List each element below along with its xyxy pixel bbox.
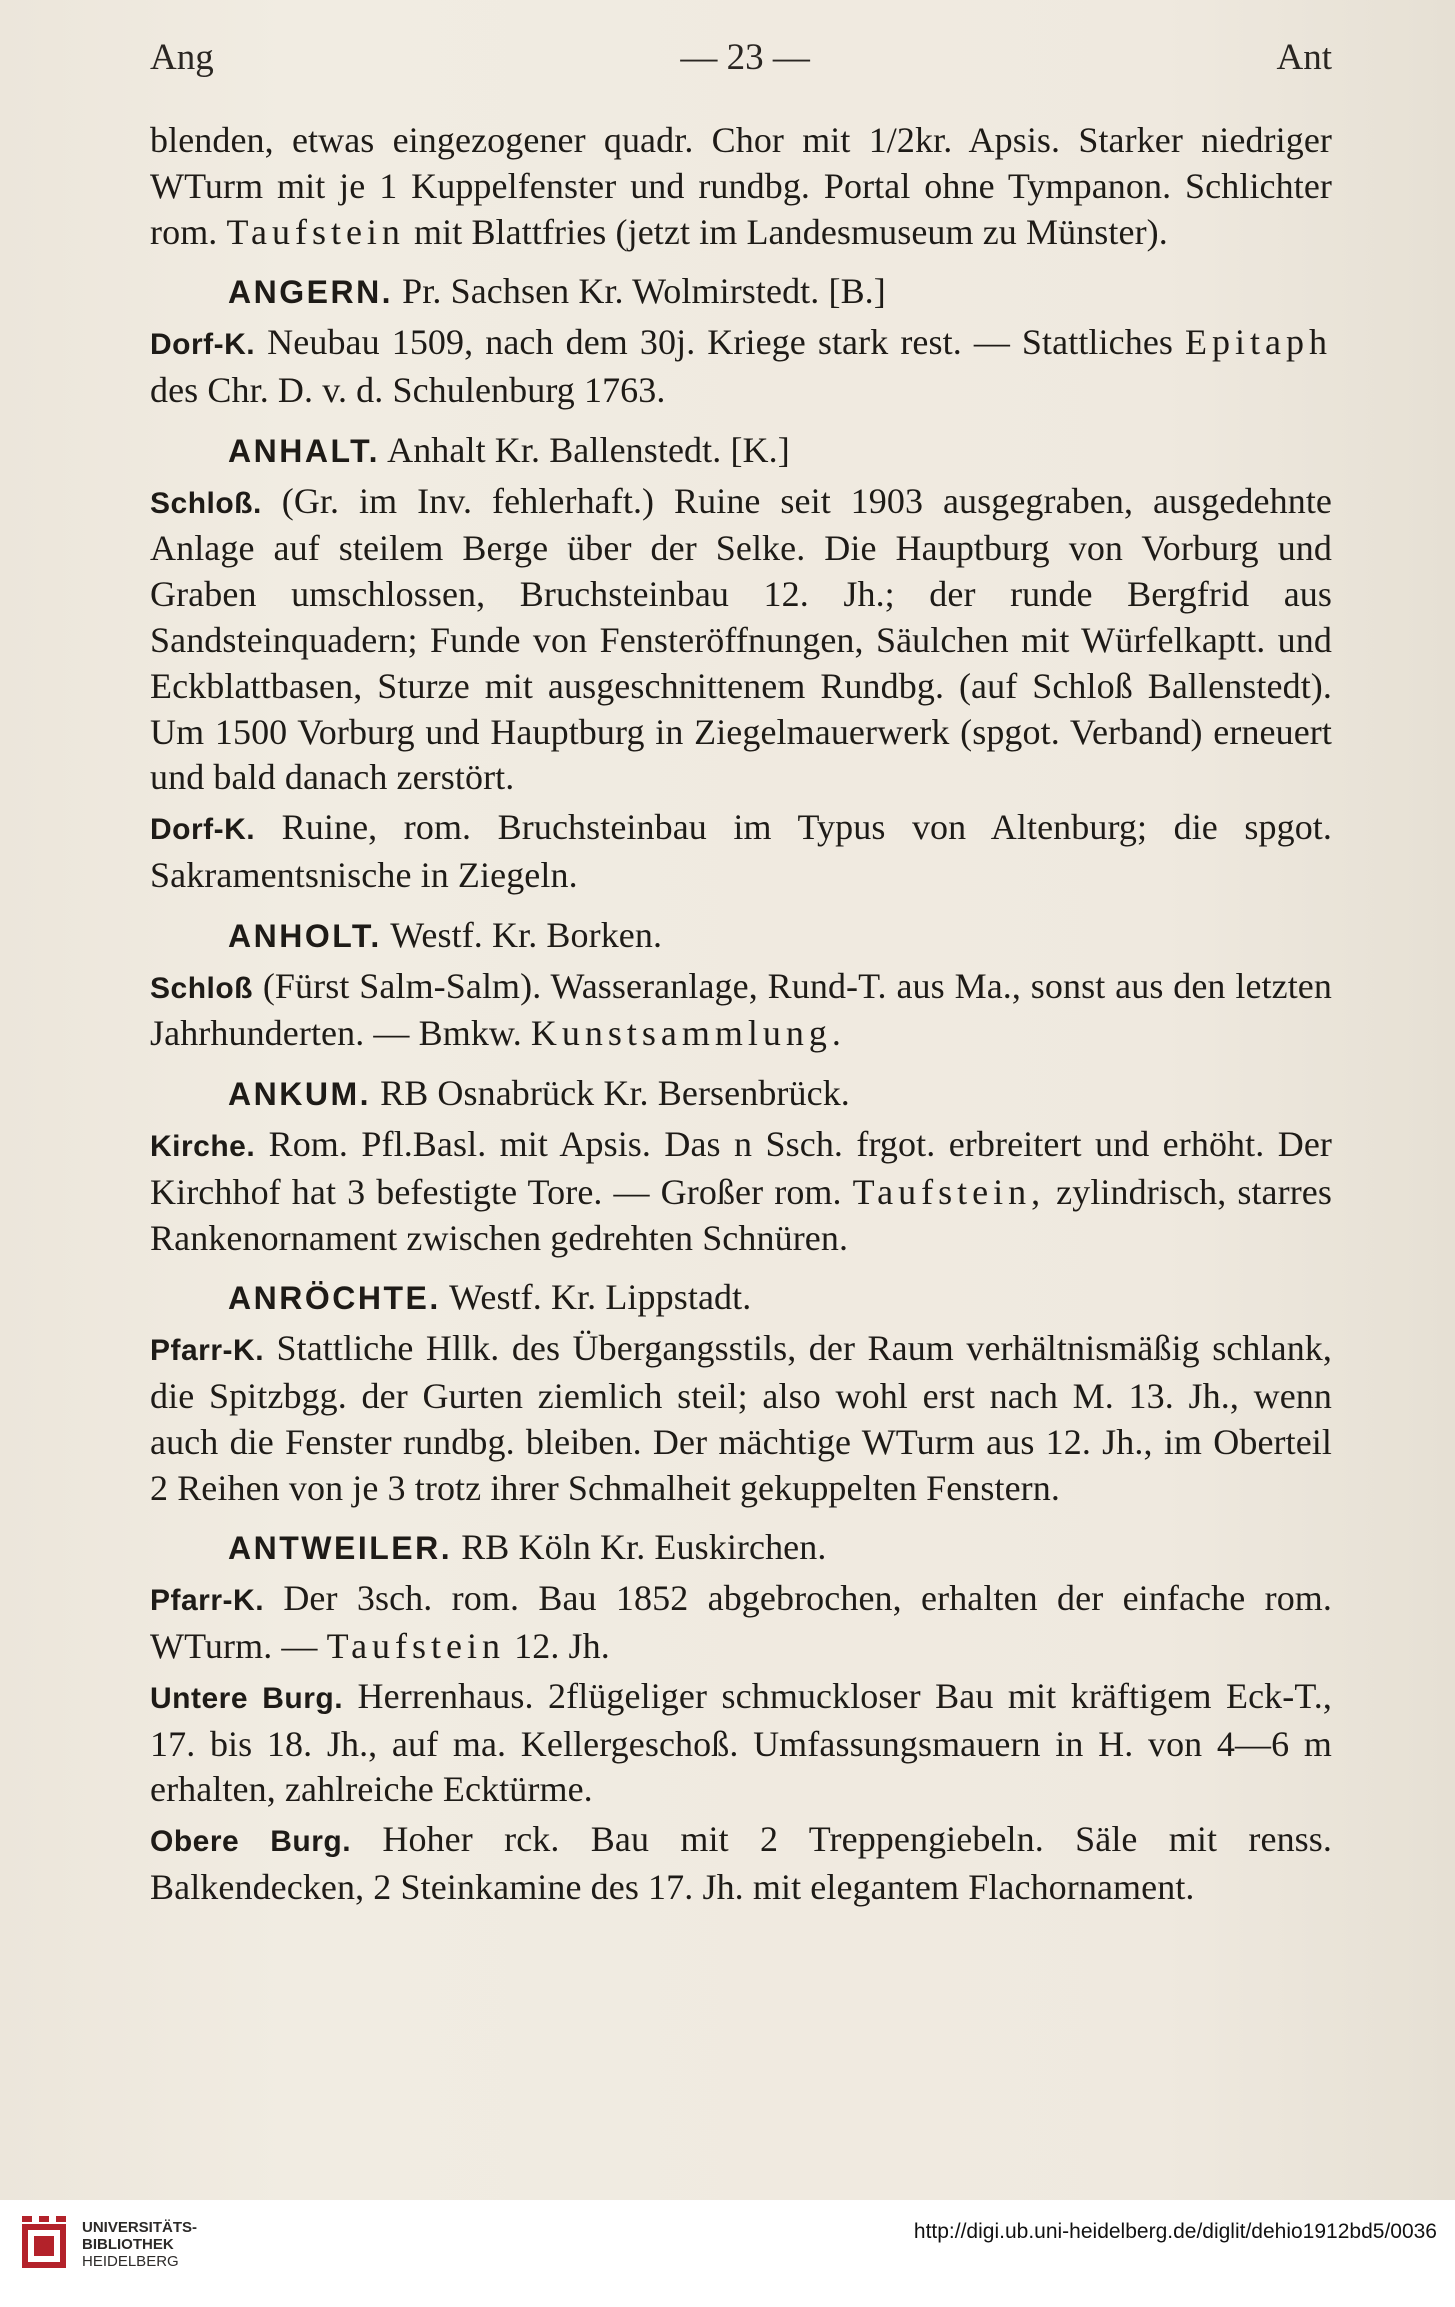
text-run: mit Blattfries (jetzt im Landesmuseum zu Münster).: [404, 211, 1168, 252]
page-number: — 23 —: [680, 37, 810, 78]
text-run: kr. Apsis. Starker niedriger WTurm mit je 1 Kuppelfenster und rundbg. Portal ohne Tympanon. Schlichter rom.: [150, 120, 1332, 252]
text-run: Westf. Kr. Borken.: [381, 914, 663, 955]
text-run: Der 3sch. rom. Bau 1852 abgebrochen, erhalten der einfache rom. WTurm. —: [150, 1578, 1332, 1666]
place-name: ANGERN.: [228, 274, 394, 311]
building-label: Dorf-K.: [150, 328, 256, 362]
place-heading: [150, 428, 1332, 475]
library-logo[interactable]: [18, 2214, 197, 2274]
text-run: blenden, etwas eingezogener quadr. Chor mit: [150, 120, 869, 160]
text-run: Stattliche Hllk. des Übergangsstils, der Raum verhältnismäßig schlank, die Spitzbgg. der Gurten ziemlich steil; also wohl erst nach M. 13. Jh., wenn auch die Fenster rundbg. bleiben. Der mächtige WTurm aus 12. Jh., im Oberteil 2 Reihen von je 3 trotz ihrer Schmalheit gekuppelten Fenstern.: [150, 1328, 1332, 1508]
entry-paragraph: [150, 1122, 1332, 1261]
text-run: Neubau 1509, nach dem 30j. Kriege stark rest. — Stattliches: [255, 322, 1186, 363]
library-name-line: HEIDELBERG: [82, 2252, 179, 2270]
place-heading: [150, 1071, 1332, 1118]
heidelberg-library-logo-icon: [18, 2214, 70, 2274]
text-run: RB Osnabrück Kr. Bersenbrück.: [370, 1073, 850, 1114]
building-label: Obere Burg.: [150, 1825, 352, 1859]
library-name-line: UNIVERSITÄTS-: [82, 2218, 198, 2236]
building-label: Dorf-K.: [150, 813, 256, 847]
building-label: Schloß.: [150, 486, 262, 520]
entry-paragraph: [150, 805, 1332, 899]
footer-bar: [0, 2200, 1455, 2307]
text-run: Rom. Pfl.Basl. mit Apsis. Das n Ssch. frgot. erbreitert und erhöht. Der Kirchhof hat 3 befestigte Tore. — Großer rom.: [150, 1123, 1332, 1212]
place-name: ANHALT.: [228, 432, 380, 469]
place-name: ANKUM.: [228, 1076, 371, 1113]
running-head-right: Ant: [1276, 37, 1332, 78]
building-label: Pfarr-K.: [150, 1584, 265, 1618]
text-run: (Fürst Salm-Salm). Wasseranlage, Rund-T. aus Ma., sonst aus den letzten Jahrhunderten. — Bmkw.: [150, 965, 1332, 1054]
text-run: Herrenhaus. 2flügeliger schmuckloser Bau mit kräftigem Eck-T., 17. bis 18. Jh., auf ma. Kellergeschoß. Umfassungsmauern in H. von 4—6 m erhalten, zahlreiche Ecktürme.: [150, 1675, 1332, 1810]
place-heading: [150, 1275, 1332, 1322]
place-heading: [150, 269, 1332, 316]
spaced-emphasis: Taufstein: [326, 1625, 506, 1666]
entry-paragraph: [150, 1817, 1332, 1911]
text-run: RB Köln Kr. Euskirchen.: [452, 1527, 827, 1568]
text-run: Anhalt Kr. Ballenstedt. [K.]: [380, 429, 790, 470]
library-name-line: BIBLIOTHEK: [82, 2235, 174, 2253]
text-run: Ruine, rom. Bruchsteinbau im Typus von Altenburg; die spgot. Sakramentsnische in Ziegeln.: [150, 807, 1332, 895]
place-heading: [150, 913, 1332, 960]
place-name: ANHOLT.: [228, 917, 382, 954]
text-run: Hoher rck. Bau mit 2 Treppengiebeln. Säle mit renss. Balkendecken, 2 Steinkamine des 17. Jh. mit elegantem Flachornament.: [150, 1819, 1332, 1907]
text-paragraph: [150, 118, 1332, 255]
building-label: Kirche.: [150, 1129, 256, 1163]
entry-paragraph: [150, 964, 1332, 1058]
entry-paragraph: [150, 1674, 1332, 1813]
place-name: ANRÖCHTE.: [228, 1280, 441, 1317]
place-name: ANTWEILER.: [228, 1530, 453, 1567]
running-head-left: Ang: [150, 37, 214, 78]
building-label: Schloß: [150, 971, 254, 1005]
text-run: (Gr. im Inv. fehlerhaft.) Ruine seit 1903 ausgegraben, ausgedehnte Anlage auf steilem Berge über der Selke. Die Hauptburg von Vorburg und Graben umschlossen, Bruchsteinbau 12. Jh.; der runde Bergfrid aus Sandsteinquadern; Funde von Fensteröffnungen, Säulchen mit Würfelkaptt. und Eckblattbasen, Sturze mit ausgeschnittenem Rundbg. (auf Schloß Ballenstedt). Um 1500 Vorburg und Hauptburg in Ziegelmauerwerk (spgot. Verband) erneuert und bald danach zerstört.: [150, 480, 1332, 798]
running-head: [150, 36, 1332, 79]
place-heading: [150, 1525, 1332, 1572]
entry-paragraph: [150, 320, 1332, 414]
entry-paragraph: [150, 479, 1332, 802]
entry-paragraph: [150, 1576, 1332, 1670]
building-label: Pfarr-K.: [150, 1334, 265, 1368]
building-label: Untere Burg.: [150, 1681, 344, 1715]
spaced-emphasis: Epitaph: [1185, 322, 1332, 363]
text-run: Pr. Sachsen Kr. Wolmirstedt. [B.]: [393, 271, 886, 312]
source-url-link[interactable]: http://digi.ub.uni-heidelberg.de/diglit/dehio1912bd5/0036: [913, 2220, 1437, 2243]
library-name: [82, 2219, 197, 2270]
entry-paragraph: [150, 1326, 1332, 1511]
spaced-emphasis: Kunstsammlung.: [530, 1013, 846, 1054]
body-text: [150, 118, 1332, 1911]
text-run: 12. Jh.: [505, 1625, 610, 1666]
spaced-emphasis: Taufstein,: [852, 1171, 1046, 1212]
text-run: des Chr. D. v. d. Schulenburg 1763.: [150, 369, 666, 410]
spaced-emphasis: Taufstein: [226, 211, 405, 252]
text-run: 1/2: [868, 120, 916, 160]
text-run: Westf. Kr. Lippstadt.: [440, 1277, 752, 1318]
text-run: zylindrisch, starres Rankenornament zwischen gedrehten Schnüren.: [150, 1171, 1332, 1258]
